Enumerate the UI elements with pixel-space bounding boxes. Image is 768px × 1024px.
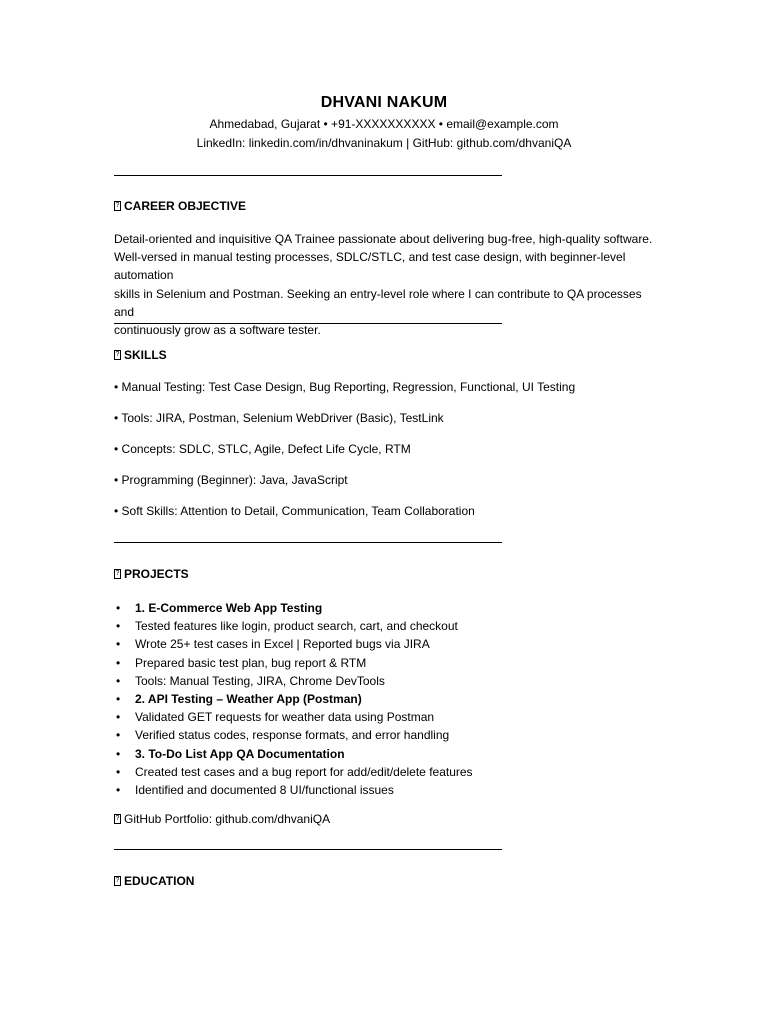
section-divider: [114, 175, 502, 176]
skills-title: SKILLS: [124, 348, 167, 362]
github-portfolio-text: GitHub Portfolio: github.com/dhvaniQA: [124, 812, 331, 826]
section-divider: [114, 323, 502, 324]
links-line: LinkedIn: linkedin.com/in/dhvaninakum | GitHub: github.com/dhvaniQA: [196, 136, 572, 150]
list-item: [114, 635, 473, 653]
bullet-icon: •: [116, 619, 121, 634]
project-detail: Created test cases and a bug report for add/edit/delete features: [135, 764, 473, 779]
bullet-icon: •: [116, 782, 121, 797]
list-item: [114, 726, 473, 744]
bullet-icon: •: [116, 746, 121, 761]
project-detail: Wrote 25+ test cases in Excel | Reported bugs via JIRA: [135, 637, 430, 652]
education-heading: [114, 874, 194, 888]
list-item: [114, 745, 473, 763]
missing-glyph-icon: ?: [115, 815, 120, 822]
bullet-icon: •: [116, 637, 121, 652]
objective-line: Detail-oriented and inquisitive QA Trainee passionate about delivering bug-free, high-quality software.: [114, 232, 653, 246]
bullet-icon: •: [116, 655, 121, 670]
bullet-icon: •: [116, 710, 121, 725]
skill-item: • Concepts: SDLC, STLC, Agile, Defect Life Cycle, RTM: [114, 442, 411, 456]
bullet-icon: •: [116, 601, 121, 615]
missing-glyph-icon: ?: [115, 877, 120, 884]
skill-item: • Programming (Beginner): Java, JavaScript: [114, 473, 348, 487]
section-divider: [114, 849, 502, 850]
bullet-icon: •: [116, 691, 121, 706]
bullet-icon: •: [116, 764, 121, 779]
list-item: [114, 654, 473, 672]
project-title: 3. To-Do List App QA Documentation: [135, 746, 345, 761]
career-objective-title: CAREER OBJECTIVE: [124, 199, 247, 213]
project-detail: Prepared basic test plan, bug report & RTM: [135, 655, 367, 670]
candidate-name: DHVANI NAKUM: [320, 94, 448, 111]
list-item: [114, 781, 473, 799]
skills-heading: [114, 348, 167, 362]
contact-line: Ahmedabad, Gujarat • +91-XXXXXXXXXX • email@example.com: [209, 117, 559, 131]
project-detail: Identified and documented 8 UI/functional issues: [135, 782, 394, 797]
missing-glyph-icon: ?: [115, 351, 120, 358]
project-detail: Tools: Manual Testing, JIRA, Chrome DevTools: [135, 673, 385, 688]
objective-line: Well-versed in manual testing processes, SDLC/STLC, and test case design, with beginner-level automation: [114, 250, 626, 283]
projects-heading: [114, 567, 189, 581]
education-title: EDUCATION: [124, 874, 195, 888]
skill-item: • Tools: JIRA, Postman, Selenium WebDriver (Basic), TestLink: [114, 411, 444, 425]
objective-line: continuously grow as a software tester.: [114, 323, 321, 338]
list-item: [114, 599, 473, 617]
list-item: [114, 708, 473, 726]
section-divider: [114, 542, 502, 543]
project-title: 2. API Testing – Weather App (Postman): [135, 691, 362, 706]
list-item: [114, 672, 473, 690]
project-detail: Tested features like login, product search, cart, and checkout: [135, 619, 458, 634]
bullet-icon: •: [116, 673, 121, 688]
missing-glyph-icon: ?: [115, 570, 120, 577]
missing-glyph-icon: ?: [115, 202, 120, 209]
project-detail: Validated GET requests for weather data using Postman: [135, 710, 435, 725]
list-item: [114, 763, 473, 781]
list-item: [114, 617, 473, 635]
skill-item: • Manual Testing: Test Case Design, Bug Reporting, Regression, Functional, UI Testing: [114, 380, 576, 394]
list-item: [114, 690, 473, 708]
project-detail: Verified status codes, response formats, and error handling: [135, 728, 450, 743]
github-portfolio: [114, 812, 330, 826]
project-title: 1. E-Commerce Web App Testing: [135, 601, 323, 615]
career-objective-heading: [114, 199, 246, 213]
bullet-icon: •: [116, 728, 121, 743]
skill-item: • Soft Skills: Attention to Detail, Communication, Team Collaboration: [114, 504, 475, 518]
projects-list: [114, 599, 473, 799]
projects-title: PROJECTS: [124, 567, 189, 581]
objective-line: skills in Selenium and Postman. Seeking an entry-level role where I can contribute to QA processes and: [114, 286, 642, 319]
